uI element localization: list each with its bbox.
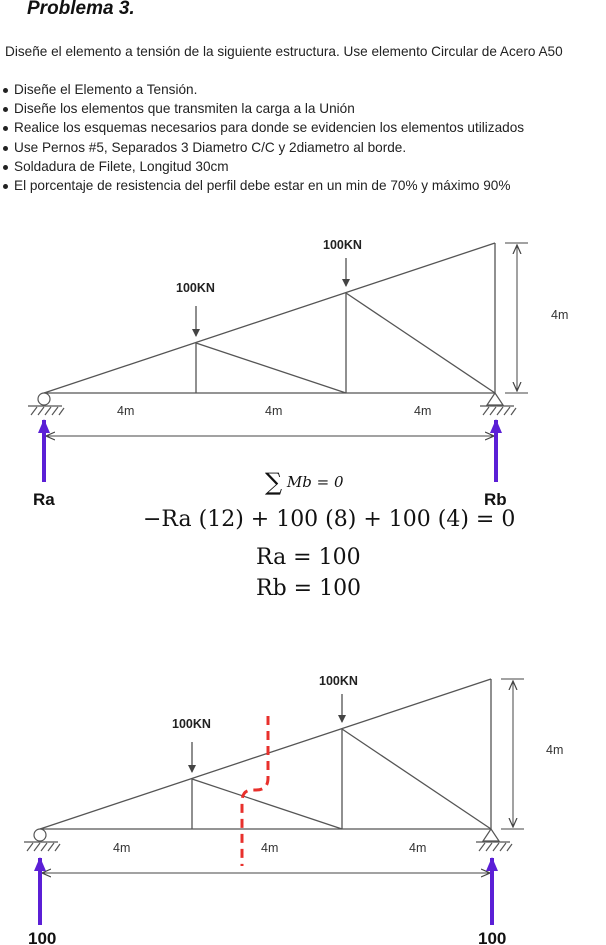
span-label: 4m (414, 404, 432, 418)
load-label: 100KN (176, 281, 215, 295)
reaction-value: 100 (478, 929, 507, 945)
truss-diagonal-member (346, 293, 495, 393)
sum-symbol: ∑ (265, 468, 283, 496)
roller-support-right (480, 393, 516, 415)
problem-statement: Diseñe el elemento a tensión de la siguiente estructura. Use elemento Circular de Acero A50 (5, 44, 563, 59)
equation-text: Mb = 0 (286, 473, 344, 491)
pin-support-left (24, 829, 60, 851)
reaction-result: Ra = 100 (256, 545, 361, 570)
span-label: 4m (409, 841, 427, 855)
reaction-result: Rb = 100 (256, 576, 362, 601)
truss-top-chord (40, 679, 491, 829)
truss-diagram-2 (40, 679, 491, 829)
list-item: Realice los esquemas necesarios para donde se evidencien los elementos utilizados (0, 118, 524, 137)
equilibrium-equation: −Ra (12) + 100 (8) + 100 (4) = 0 (143, 507, 516, 532)
span-label: 4m (261, 841, 279, 855)
truss-diagonal-member (342, 729, 491, 829)
load-label: 100KN (319, 674, 358, 688)
load-label: 100KN (323, 238, 362, 252)
list-item: Diseñe el Elemento a Tensión. (0, 80, 524, 99)
height-label: 4m (546, 743, 564, 757)
reaction-label: Ra (33, 490, 55, 509)
truss-top-chord (44, 243, 495, 393)
problem-title: Problema 3. (27, 0, 135, 19)
span-label: 4m (265, 404, 283, 418)
list-item: El porcentaje de resistencia del perfil debe estar en un min de 70% y máximo 90% (0, 176, 524, 195)
list-item: Soldadura de Filete, Longitud 30cm (0, 157, 524, 176)
roller-support-right (476, 829, 512, 851)
span-label: 4m (117, 404, 135, 418)
truss-diagonal-member (192, 779, 342, 829)
reaction-value: 100 (28, 929, 57, 945)
span-label: 4m (113, 841, 131, 855)
reaction-label: Rb (484, 490, 507, 509)
list-item: Diseñe los elementos que transmiten la carga a la Unión (0, 99, 524, 118)
truss-diagram-1 (44, 243, 495, 393)
list-item: Use Pernos #5, Separados 3 Diametro C/C y 2diametro al borde. (0, 138, 524, 157)
height-label: 4m (551, 308, 569, 322)
pin-support-left (28, 393, 64, 415)
moment-sum-equation (265, 468, 344, 496)
load-label: 100KN (172, 717, 211, 731)
truss-diagonal-member (196, 343, 346, 393)
